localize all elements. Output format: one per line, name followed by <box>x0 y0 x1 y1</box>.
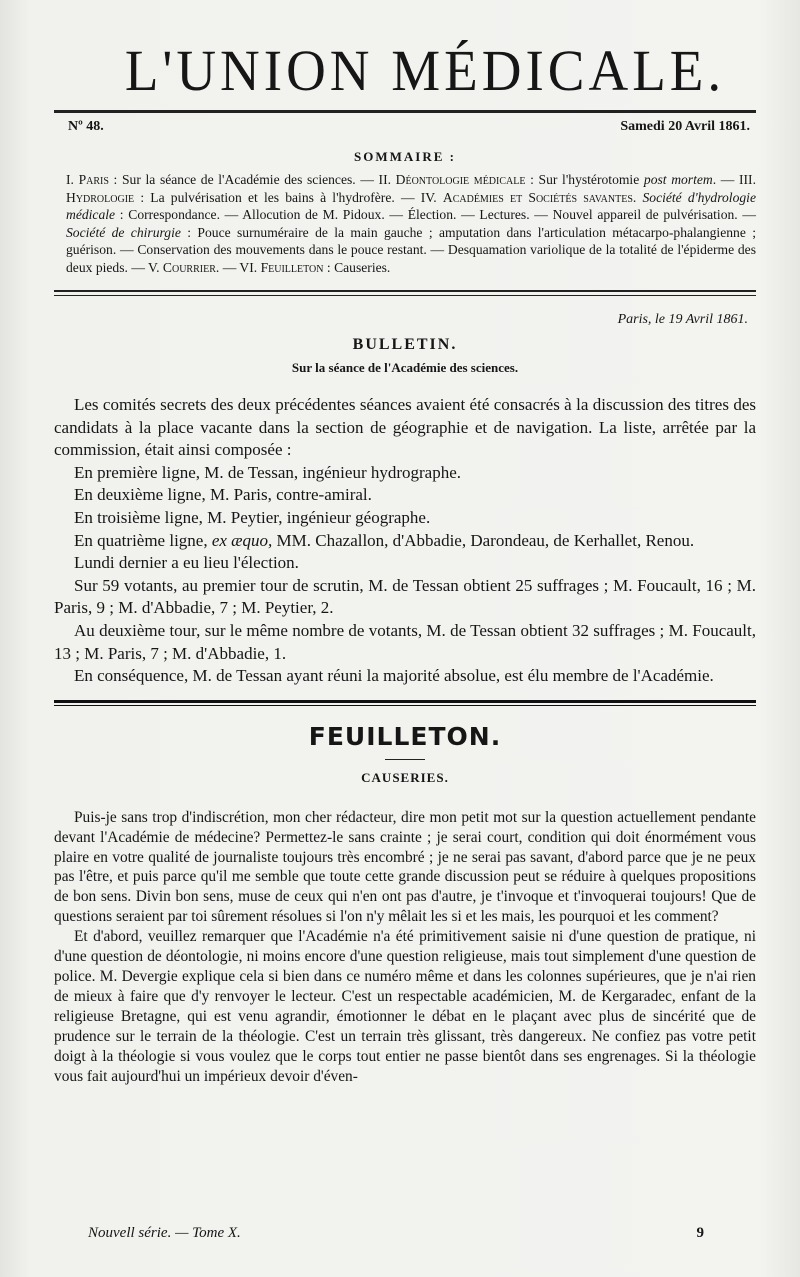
sommaire-divider <box>54 290 756 296</box>
bulletin-subtitle: Sur la séance de l'Académie des sciences. <box>291 360 519 375</box>
feuilleton-paragraph: Puis-je sans trop d'indiscrétion, mon cher rédacteur, dire mon petit mot sur la question actuellement pendante devant l'Académie de médecine? Permettez-le sans crainte ; je serai court, condition qui doit énormément vous plaire en votre qualité de journaliste toujours très encombré ; je ne serai pas savant, d'abord parce que je ne peux pas l'être, et puis parce qu'il me semble que toute cette grande discussion peut se réduire à quelques propositions de bon sens. Divin bon sens, muse de ceux qui n'en ont pas d'autre, je t'invoque et t'invoquerai toujours! Que de questions seraient par toi sûrement résolues si l'on n'y mêlait les si et les mais, les pourquoi et les comment? <box>54 808 756 926</box>
issue-number: Nº 48. <box>68 119 104 134</box>
bulletin-title: BULLETIN. <box>352 336 458 353</box>
issue-line <box>54 119 756 135</box>
bulletin-paragraph: En quatrième ligne, ex æquo, MM. Chazallon, d'Abbadie, Darondeau, de Kerhallet, Renou. <box>74 530 695 550</box>
issue-date: Samedi 20 Avril 1861. <box>620 119 750 134</box>
bulletin-paragraph: Sur 59 votants, au premier tour de scrutin, M. de Tessan obtient 25 suffrages ; M. Foucault, 16 ; M. Paris, 9 ; M. d'Abbadie, 7 ; M. Peytier, 2. <box>54 575 756 618</box>
bulletin-body <box>54 394 756 688</box>
bulletin-paragraph: Les comités secrets des deux précédentes séances avaient été consacrés à la discussion des titres des candidats à la place vacante dans la section de géographie et de navigation. La liste, arrêtée par la commission, était ainsi composée : <box>54 395 756 460</box>
masthead-title: L'UNION MÉDICALE. <box>124 38 726 103</box>
sommaire-title: SOMMAIRE : <box>354 149 456 164</box>
page-number: 9 <box>696 1225 704 1241</box>
feuilleton-paragraph: Et d'abord, veuillez remarquer que l'Académie n'a été primitivement saisie ni d'une question de pratique, ni d'une question de déontologie, ni moins encore d'une question religieuse, mais tout simplement d'une question de police. M. Devergie explique cela si bien dans ce numéro même et dans les colonnes supérieures, que je n'ai rien de mieux à faire que d'y renvoyer le lecteur. C'est un respectable académicien, M. de Kergaradec, enfant de la religieuse Bretagne, qui est venu agrandir, émotionner le débat en le plaçant avec plus de sincérité que de prudence sur le terrain de la théologie. C'est un terrain très glissant, très dangereux. Ne confiez pas votre petit doigt à la théologie si vous voulez que le corps tout entier ne passe bientôt dans ses engrenages. Si la théologie vous fait aujourd'hui un impérieux devoir d'éven- <box>54 928 756 1085</box>
footer-series: Nouvell série. — Tome X. <box>88 1225 241 1241</box>
bulletin-dateline: Paris, le 19 Avril 1861. <box>617 312 748 327</box>
feuilleton-title: FEUILLETON. <box>308 721 502 751</box>
feuilleton-divider <box>54 700 756 706</box>
bulletin-paragraph: En conséquence, M. de Tessan ayant réuni la majorité absolue, est élu membre de l'Académie. <box>74 666 714 686</box>
page-footer <box>88 1225 704 1242</box>
short-rule <box>385 759 425 760</box>
feuilleton-body <box>54 808 756 1087</box>
feuilleton-subtitle: CAUSERIES. <box>361 769 449 785</box>
sommaire-text: I. Paris : Sur la séance de l'Académie des sciences. — II. Déontologie médicale : Sur l'hystérotomie post mortem. — III. Hydrologie : La pulvérisation et les bains à l'hydrofère. — IV. Académies et Sociétés savantes. Société d'hydrologie médicale : Correspondance. — Allocution de M. Pidoux. — Élection. — Lectures. — Nouvel appareil de pulvérisation. — Société de chirurgie : Pouce surnuméraire de la main gauche ; amputation dans l'articulation métacarpo-phalangienne ; guérison. — Conservation des mouvements dans le pouce restant. — Desquamation variolique de la totalité de l'épiderme des deux pieds. — V. Courrier. — VI. Feuilleton : Causeries. <box>66 172 757 275</box>
masthead-rule <box>54 110 756 113</box>
bulletin-paragraph: En deuxième ligne, M. Paris, contre-amiral. <box>74 485 372 505</box>
bulletin-paragraph: En troisième ligne, M. Peytier, ingénieur géographe. <box>74 507 431 527</box>
bulletin-paragraph: Au deuxième tour, sur le même nombre de votants, M. de Tessan obtient 32 suffrages ; M. Foucault, 13 ; M. Paris, 7 ; M. d'Abbadie, 1. <box>54 620 756 663</box>
bulletin-paragraph: Lundi dernier a eu lieu l'élection. <box>74 553 299 573</box>
bulletin-paragraph: En première ligne, M. de Tessan, ingénieur hydrographe. <box>74 462 462 482</box>
